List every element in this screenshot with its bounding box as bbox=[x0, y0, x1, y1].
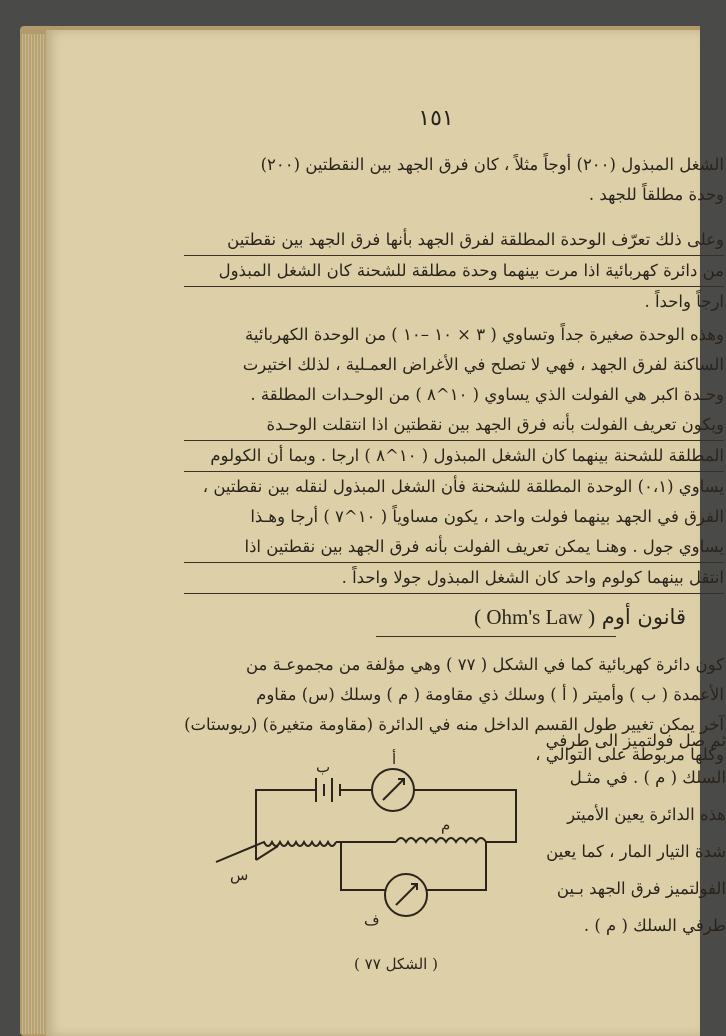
book-page bbox=[46, 30, 726, 1036]
paragraph-3 bbox=[184, 320, 724, 594]
ammeter-icon bbox=[372, 769, 414, 811]
heading-arabic: قانون أوم bbox=[601, 605, 686, 629]
voltmeter-icon bbox=[385, 874, 427, 916]
circuit-wire bbox=[256, 790, 316, 860]
text-line: وهذه الوحدة صغيرة جداً وتساوي ( ٣ × ١٠ –١٠ ) من الوحدة الكهربائية bbox=[245, 325, 724, 344]
page-edges bbox=[22, 34, 48, 1034]
label-ammeter: أ bbox=[392, 750, 397, 768]
text-line: وحدة مطلقاً للجهد . bbox=[588, 185, 724, 204]
rheostat-slider bbox=[256, 846, 278, 860]
section-heading bbox=[386, 605, 686, 630]
circuit-wire bbox=[341, 842, 385, 890]
circuit-wire bbox=[414, 790, 516, 842]
heading-latin: ( Ohm's Law ) bbox=[474, 605, 596, 629]
text-line: المطلقة للشحنة بينهما كان الشغل المبذول ( ١٠^٨ ) ارجا . وبما أن الكولوم bbox=[184, 441, 724, 472]
text-line: يساوي (٠،١) الوحدة المطلقة للشحنة فأن الشغل المبذول لنقله بين نقطتين ، bbox=[202, 477, 724, 496]
figure-caption: ( الشكل ٧٧ ) bbox=[354, 955, 438, 973]
text-line: الشغل المبذول (٢٠٠) أوجاً مثلاً ، كان فرق الجهد بين النقطتين (٢٠٠) bbox=[260, 155, 724, 174]
text-line: يساوي جول . وهنـا يمكن تعريف الفولت بأنه فرق الجهد بين نقطتين اذا bbox=[184, 532, 724, 563]
text-line: ثم صل فولتميز الى طرفي bbox=[545, 731, 726, 750]
label-battery: ب bbox=[316, 758, 331, 776]
text-line: هذه الدائرة يعين الأميتر bbox=[567, 805, 726, 824]
label-rheostat: س bbox=[230, 866, 249, 884]
text-line: وحـدة اكبر هي الفولت الذي يساوي ( ١٠^٨ ) من الوحـدات المطلقة . bbox=[250, 385, 724, 404]
heading-underline bbox=[376, 636, 616, 637]
text-line: كون دائرة كهربائية كما في الشكل ( ٧٧ ) وهي مؤلفة من مجموعـة من bbox=[245, 655, 724, 674]
paragraph-1 bbox=[184, 150, 724, 210]
page-content bbox=[126, 30, 724, 1036]
text-line: الفرق في الجهد بينهما فولت واحد ، يكون مساوياً ( ١٠^٧ ) أرجا وهـذا bbox=[250, 507, 724, 526]
battery-icon bbox=[316, 778, 340, 802]
text-line: طرفي السلك ( م ) . bbox=[583, 916, 726, 935]
text-line: آخر يمكن تغيير طول القسم الداخل منه في الدائرة (مقاومة متغيرة) (ريوستات) bbox=[184, 715, 724, 734]
right-column-text bbox=[536, 722, 726, 944]
circuit-wire bbox=[426, 842, 486, 890]
circuit-diagram bbox=[216, 750, 546, 930]
label-voltmeter: ف bbox=[364, 911, 380, 929]
page-number: ١٥١ bbox=[418, 106, 454, 131]
text-line: الأعمدة ( ب ) وأميتر ( أ ) وسلك ذي مقاومة ( م ) وسلك (س) مقاوم bbox=[256, 685, 724, 704]
text-line: وكلها مربوطة على التوالي ، bbox=[535, 745, 724, 764]
text-line: ارجاً واحداً . bbox=[644, 292, 724, 311]
rheostat-coil bbox=[216, 842, 336, 862]
text-line: الساكنة لفرق الجهد ، فهي لا تصلح في الأغراض العمـلية ، لذلك اختيرت bbox=[242, 355, 724, 374]
text-line: ويكون تعريف الفولت بأنه فرق الجهد بين نقطتين اذا انتقلت الوحـدة bbox=[184, 410, 724, 441]
text-line: انتقل بينهما كولوم واحد كان الشغل المبذول جولا واحداً . bbox=[184, 563, 724, 594]
text-line: الفولتميز فرق الجهد بـين bbox=[556, 879, 726, 898]
paragraph-2 bbox=[184, 225, 724, 317]
text-line: السلك ( م ) . في مثـل bbox=[569, 768, 726, 787]
label-resistor: م bbox=[441, 816, 451, 834]
text-line: شدة التيار المار ، كما يعين bbox=[546, 842, 726, 861]
text-line: وعلى ذلك تعرّف الوحدة المطلقة لفرق الجهد بأنها فرق الجهد بين نقطتين bbox=[184, 225, 724, 256]
text-line: من دائرة كهربائية اذا مرت بينهما وحدة مطلقة للشحنة كان الشغل المبذول bbox=[184, 256, 724, 287]
resistor-coil bbox=[396, 838, 486, 842]
